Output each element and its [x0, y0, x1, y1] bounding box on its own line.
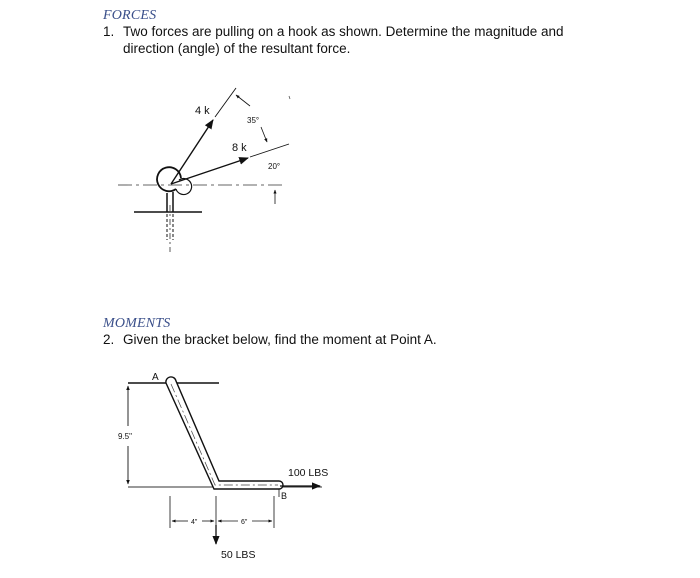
point-a-label: A	[152, 372, 159, 383]
question-number: 1.	[103, 24, 115, 39]
question-text-line2: direction (angle) of the resultant force.	[123, 41, 351, 56]
angle-20-label: 20°	[268, 162, 281, 171]
dim-6in-label: 6"	[241, 519, 248, 526]
hook-ring	[157, 167, 181, 191]
bracket-centerline	[171, 384, 278, 485]
moments-heading: MOMENTS	[103, 316, 171, 331]
extension-line	[250, 144, 289, 157]
extension-line	[215, 88, 236, 117]
question-text-line1: Two forces are pulling on a hook as shown. Determine the magnitude and	[123, 24, 564, 39]
angle-35-label: 35°	[247, 116, 260, 125]
force-8k-arrow	[171, 158, 248, 184]
height-label: 9.5"	[118, 432, 132, 441]
force-100lbs-label: 100 LBS	[288, 467, 329, 479]
point-b-label: B	[281, 491, 288, 501]
question-number: 2.	[103, 332, 115, 347]
force-4k-arrow	[171, 120, 213, 184]
hook-figure	[118, 88, 290, 252]
dim-4in-label: 4"	[191, 519, 198, 526]
angle-35-leader	[261, 127, 267, 142]
force-50lbs-label: 50 LBS	[221, 549, 256, 561]
forces-heading: FORCES	[103, 8, 157, 23]
bracket-body	[166, 377, 283, 489]
bracket-figure	[118, 372, 328, 561]
question-text-line1: Given the bracket below, find the moment at Point A.	[123, 332, 437, 347]
force-4k-label: 4 k	[195, 105, 210, 117]
stray-mark	[289, 96, 290, 99]
angle-35-leader	[236, 95, 250, 106]
force-8k-label: 8 k	[232, 142, 247, 154]
